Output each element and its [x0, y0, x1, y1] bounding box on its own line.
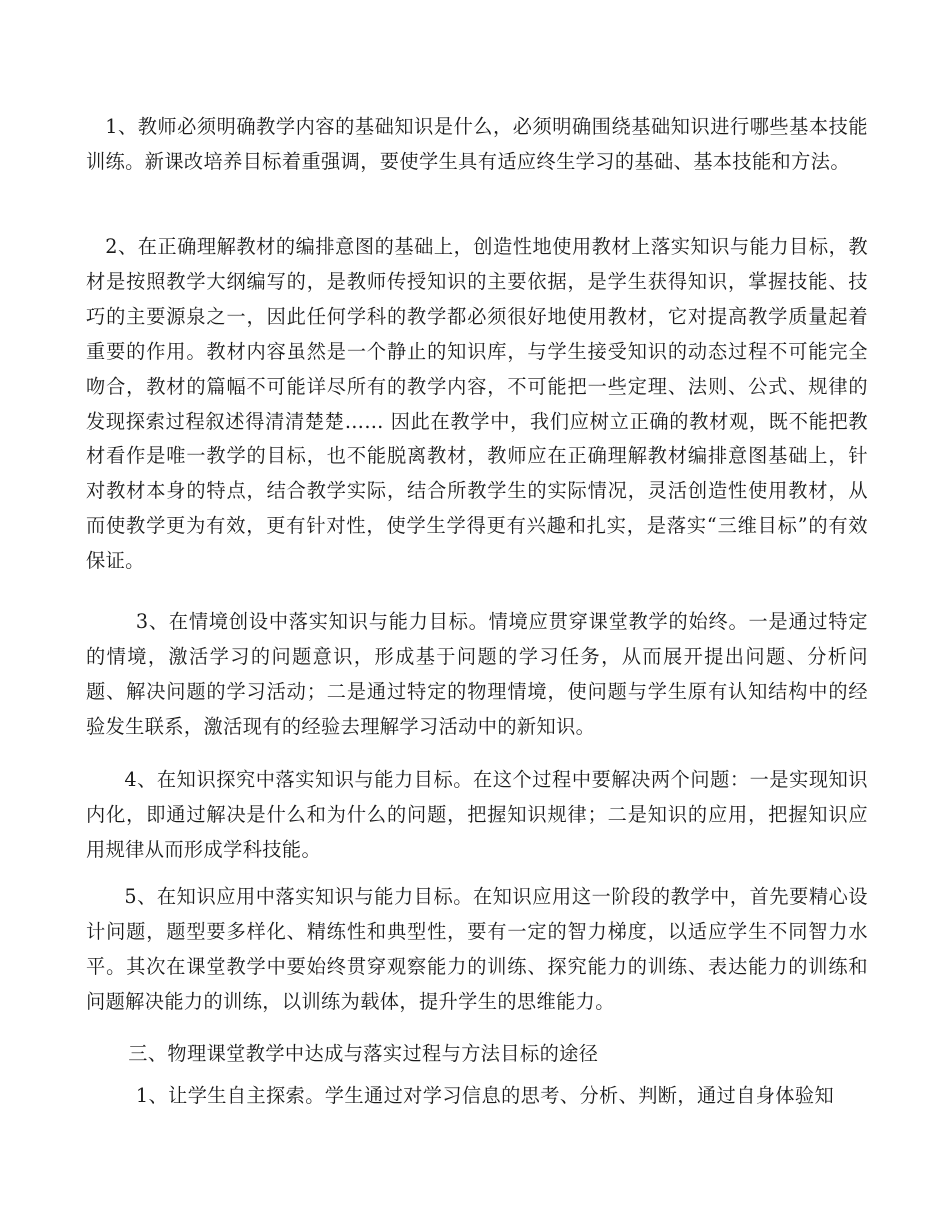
paragraph-3: 3、在情境创设中落实知识与能力目标。情境应贯穿课堂教学的始终。一是通过特定的情境，激活学习的问题意识，形成基于问题的学习任务，从而展开提出问题、分析问题、解决问题的学习活动；二是通过特定的物理情境，使问题与学生原有认知结构中的经验发生联系，激活现有的经验去理解学习活动中的新知识。: [86, 610, 868, 738]
paragraph-2: 2、在正确理解教材的编排意图的基础上，创造性地使用教材上落实知识与能力目标，教材是按照教学大纲编写的，是教师传授知识的主要依据，是学生获得知识，掌握技能、技巧的主要源泉之一，因此任何学科的教学都必须很好地使用教材，它对提高教学质量起着重要的作用。教材内容虽然是一个静止的知识库，与学生接受知识的动态过程不可能完全吻合，教材的篇幅不可能详尽所有的教学内容，不可能把一些定理、法则、公式、规律的发现探索过程叙述得清清楚楚…… 因此在教学中，我们应树立正确的教材观，既不能把教材看作是唯一教学的目标，也不能脱离教材，教师应在正确理解教材编排意图基础上，针对教材本身的特点，结合教学实际，结合所教学生的实际情况，灵活创造性使用教材，从而使教学更为有效，更有针对性，使学生学得更有兴趣和扎实，是落实“三维目标”的有效保证。: [86, 235, 868, 573]
paragraph-1: 1、教师必须明确教学内容的基础知识是什么，必须明确围绕基础知识进行哪些基本技能训练。新课改培养目标着重强调，要使学生具有适应终生学习的基础、基本技能和方法。: [86, 115, 868, 173]
paragraph-7: 1、让学生自主探索。学生通过对学习信息的思考、分析、判断，通过自身体验知: [135, 1084, 835, 1107]
paragraph-5: 5、在知识应用中落实知识与能力目标。在知识应用这一阶段的教学中，首先要精心设计问题，题型要多样化、精练性和典型性，要有一定的智力梯度，以适应学生不同智力水平。其次在课堂教学中要始终贯穿观察能力的训练、探究能力的训练、表达能力的训练和问题解决能力的训练，以训练为载体，提升学生的思维能力。: [86, 885, 868, 1013]
paragraph-4: 4、在知识探究中落实知识与能力目标。在这个过程中要解决两个问题：一是实现知识内化，即通过解决是什么和为什么的问题，把握知识规律；二是知识的应用，把握知识应用规律从而形成学科技能。: [86, 768, 868, 861]
section-heading: 三、物理课堂教学中达成与落实过程与方法目标的途径: [128, 1042, 599, 1065]
